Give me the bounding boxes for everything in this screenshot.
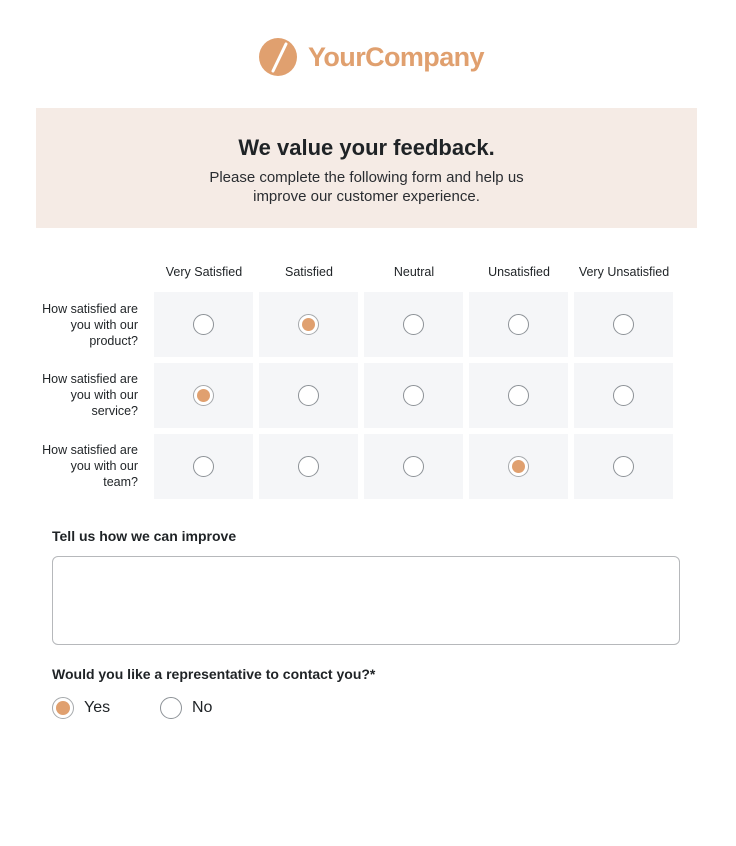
- company-name: YourCompany: [308, 41, 484, 72]
- radio-dot: [56, 701, 70, 715]
- matrix-cell-service-neutral[interactable]: [364, 363, 463, 428]
- matrix-cell-service-very-satisfied[interactable]: [154, 363, 253, 428]
- radio-team-satisfied[interactable]: [298, 456, 319, 477]
- radio-service-neutral[interactable]: [403, 385, 424, 406]
- radio-service-very-satisfied[interactable]: [193, 385, 214, 406]
- radio-team-very-unsatisfied[interactable]: [613, 456, 634, 477]
- radio-service-very-unsatisfied[interactable]: [613, 385, 634, 406]
- column-header-satisfied: Satisfied: [285, 265, 333, 279]
- radio-product-satisfied[interactable]: [298, 314, 319, 335]
- column-header-unsatisfied: Unsatisfied: [488, 265, 550, 279]
- radio-service-satisfied[interactable]: [298, 385, 319, 406]
- matrix-cell-service-unsatisfied[interactable]: [469, 363, 568, 428]
- improve-textarea[interactable]: [52, 556, 680, 645]
- banner-subtitle: Please complete the following form and help us improve our customer experience.: [209, 169, 524, 205]
- radio-dot: [302, 318, 315, 331]
- contact-option-no[interactable]: [160, 697, 212, 719]
- contact-option-yes[interactable]: [52, 697, 110, 719]
- contact-radio-yes[interactable]: [52, 697, 74, 719]
- improve-label: Tell us how we can improve: [52, 528, 237, 544]
- column-header-very-unsatisfied: Very Unsatisfied: [578, 265, 670, 279]
- contact-radio-no[interactable]: [160, 697, 182, 719]
- matrix-cell-product-satisfied[interactable]: [259, 292, 358, 357]
- radio-dot: [512, 460, 525, 473]
- matrix-cell-team-very-unsatisfied[interactable]: [574, 434, 673, 499]
- feedback-banner: [36, 108, 697, 228]
- radio-dot: [197, 389, 210, 402]
- matrix-cell-service-very-unsatisfied[interactable]: [574, 363, 673, 428]
- row-label-team: How satisfied are you with our team?: [42, 443, 138, 489]
- column-header-neutral: Neutral: [393, 265, 435, 279]
- radio-service-unsatisfied[interactable]: [508, 385, 529, 406]
- banner-title: We value your feedback.: [238, 135, 495, 160]
- matrix-cell-product-very-unsatisfied[interactable]: [574, 292, 673, 357]
- radio-team-unsatisfied[interactable]: [508, 456, 529, 477]
- logo-mark-icon: [259, 38, 297, 76]
- matrix-cell-service-satisfied[interactable]: [259, 363, 358, 428]
- company-logo: [259, 37, 484, 77]
- row-label-product: How satisfied are you with our product?: [42, 302, 138, 348]
- radio-product-neutral[interactable]: [403, 314, 424, 335]
- radio-team-very-satisfied[interactable]: [193, 456, 214, 477]
- radio-product-very-satisfied[interactable]: [193, 314, 214, 335]
- contact-question: Would you like a representative to contact you?*: [52, 666, 376, 682]
- matrix-cell-product-very-satisfied[interactable]: [154, 292, 253, 357]
- matrix-cell-team-very-satisfied[interactable]: [154, 434, 253, 499]
- contact-option-label-yes: Yes: [84, 699, 111, 716]
- radio-product-unsatisfied[interactable]: [508, 314, 529, 335]
- radio-team-neutral[interactable]: [403, 456, 424, 477]
- radio-product-very-unsatisfied[interactable]: [613, 314, 634, 335]
- matrix-cell-product-unsatisfied[interactable]: [469, 292, 568, 357]
- matrix-cell-team-satisfied[interactable]: [259, 434, 358, 499]
- matrix-cell-team-unsatisfied[interactable]: [469, 434, 568, 499]
- row-label-service: How satisfied are you with our service?: [42, 372, 138, 418]
- column-header-very-satisfied: Very Satisfied: [165, 265, 243, 279]
- matrix-cell-team-neutral[interactable]: [364, 434, 463, 499]
- matrix-cell-product-neutral[interactable]: [364, 292, 463, 357]
- contact-option-label-no: No: [192, 699, 213, 716]
